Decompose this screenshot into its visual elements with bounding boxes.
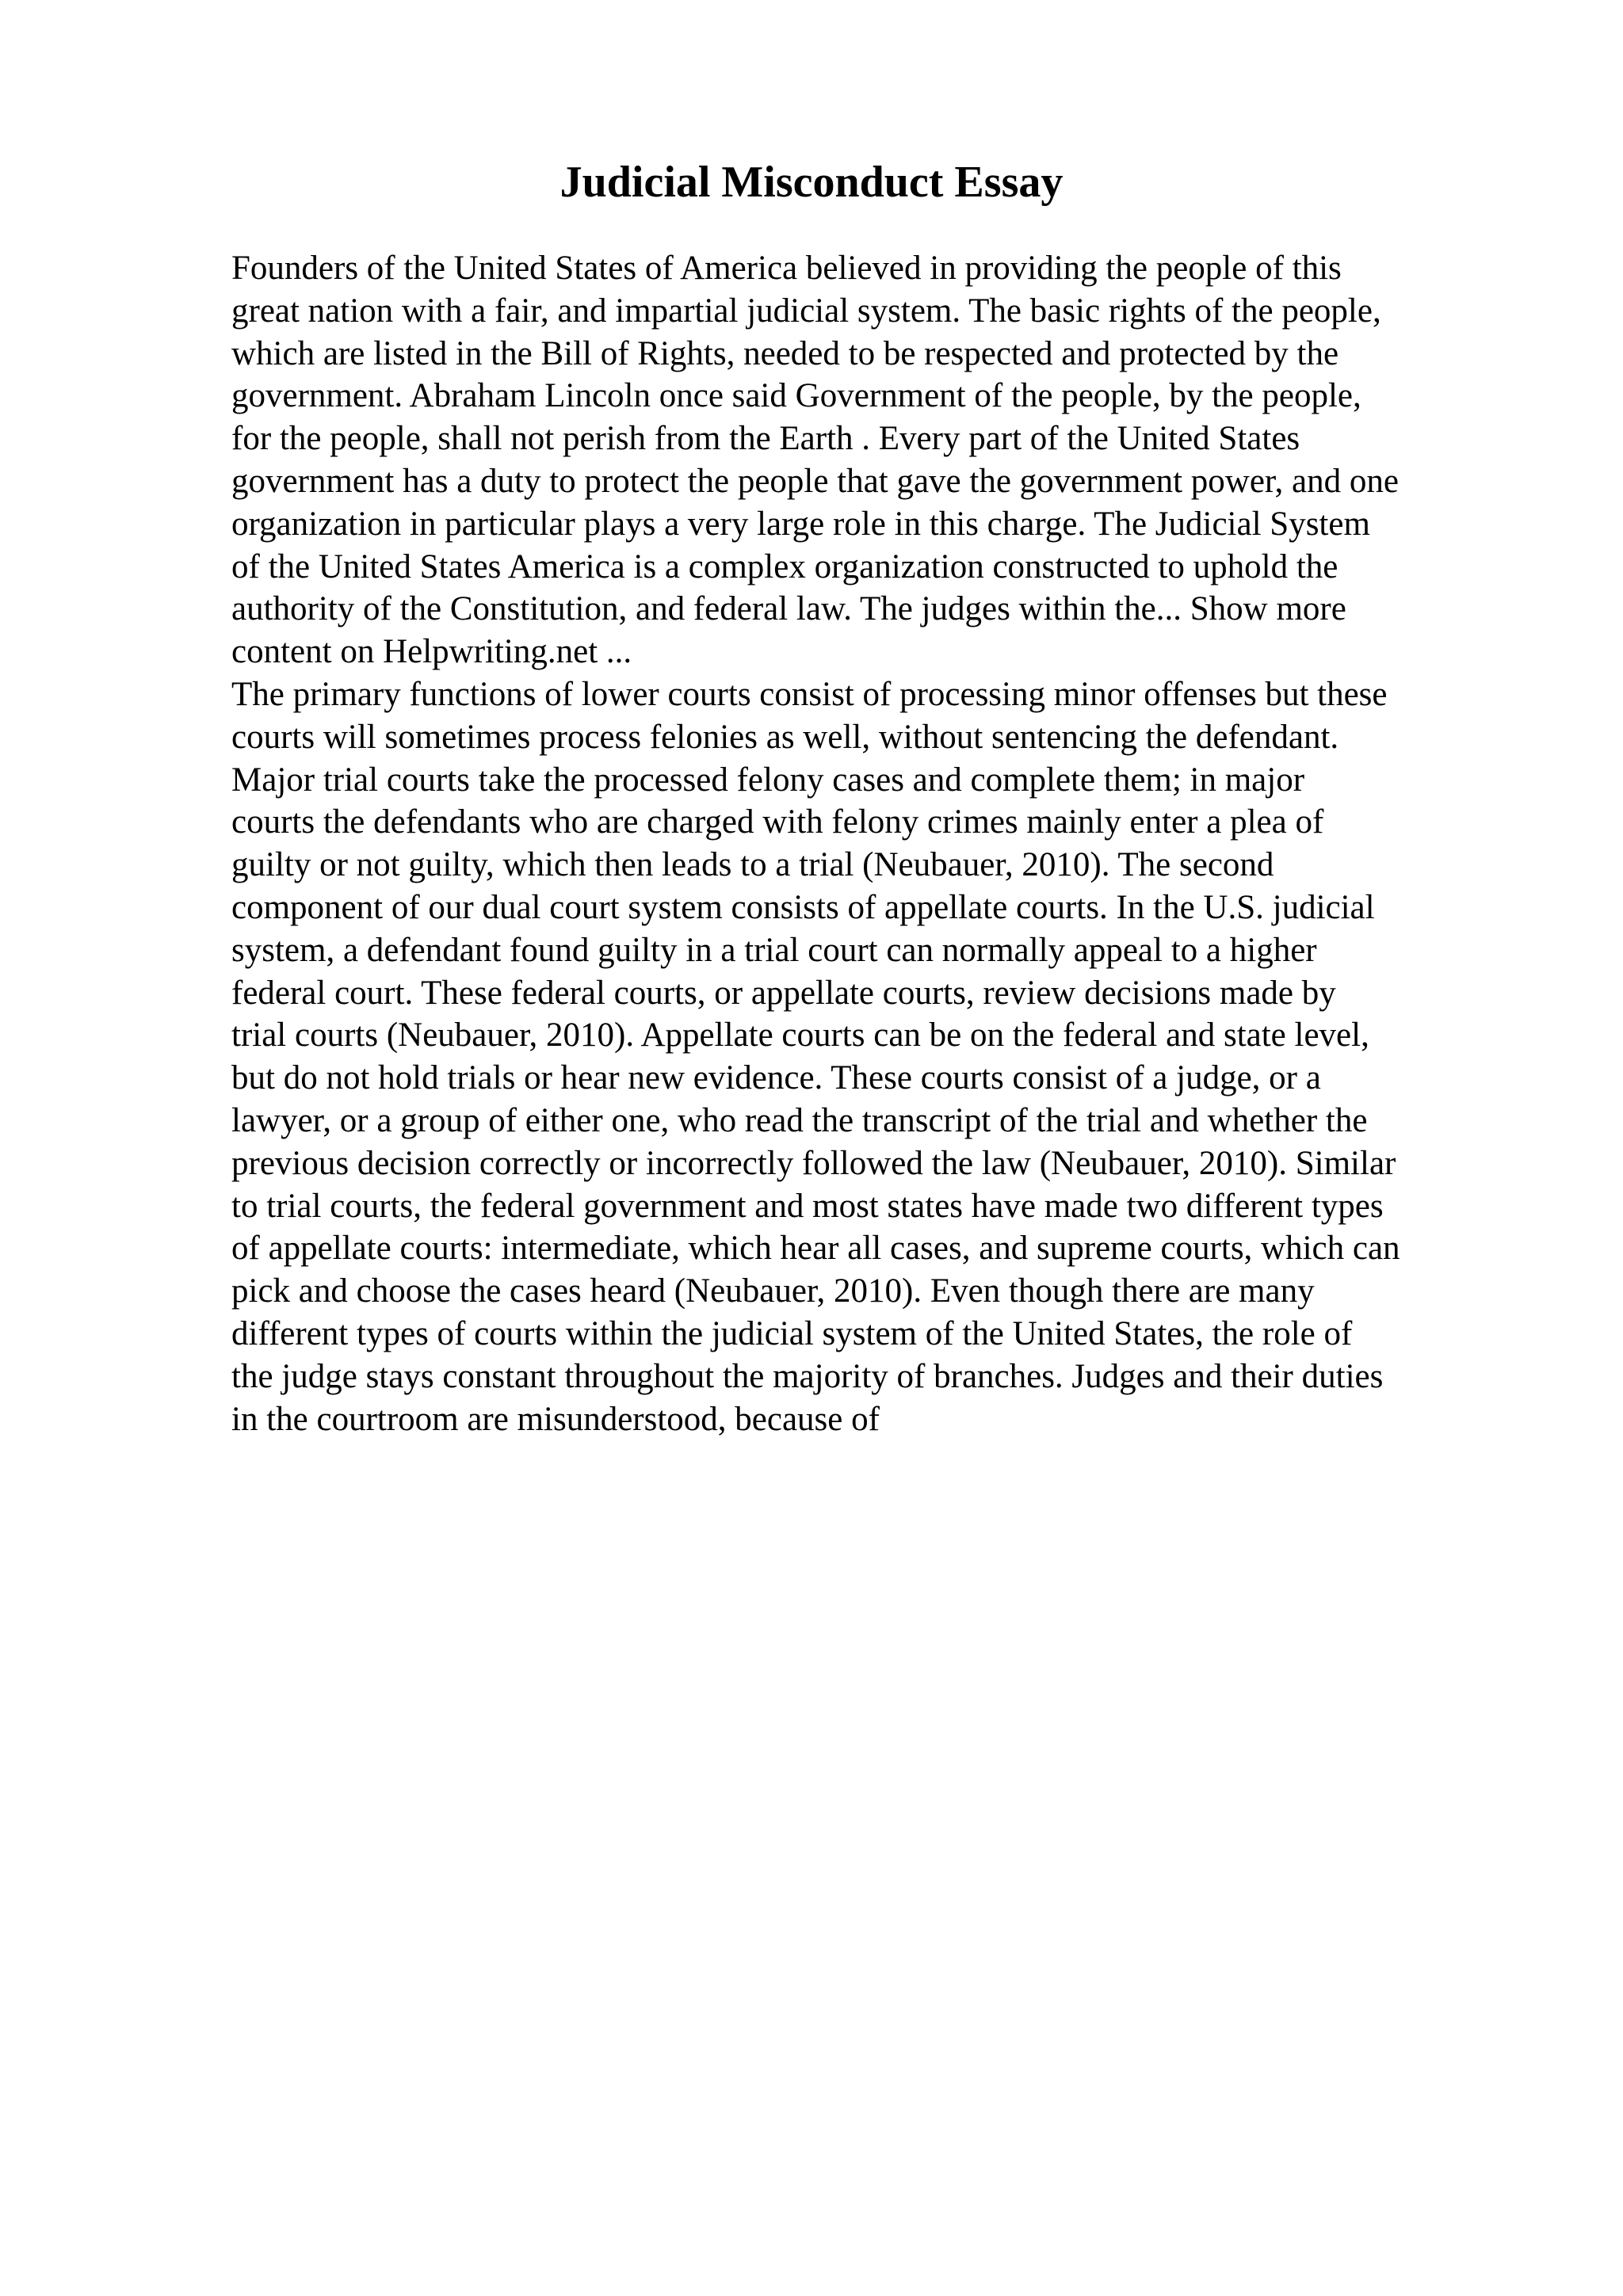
text-line: for the people, shall not perish from the Earth . Every part of the United States bbox=[231, 420, 1300, 458]
text-line: but do not hold trials or hear new evidence. These courts consist of a judge, or a bbox=[231, 1059, 1321, 1097]
text-line: lawyer, or a group of either one, who read the transcript of the trial and whether the bbox=[231, 1101, 1368, 1139]
page-title: Judicial Misconduct Essay bbox=[559, 158, 1064, 207]
text-line: to trial courts, the federal government and most states have made two different types bbox=[231, 1187, 1384, 1225]
text-line: great nation with a fair, and impartial judicial system. The basic rights of the people, bbox=[231, 292, 1381, 330]
text-line: of the United States America is a complex organization constructed to uphold the bbox=[231, 547, 1338, 585]
text-line: previous decision correctly or incorrectly followed the law (Neubauer, 2010). Similar bbox=[231, 1144, 1396, 1182]
text-line: courts the defendants who are charged with felony crimes mainly enter a plea of bbox=[231, 803, 1324, 841]
text-line: system, a defendant found guilty in a trial court can normally appeal to a higher bbox=[231, 931, 1317, 969]
text-line: organization in particular plays a very large role in this charge. The Judicial System bbox=[231, 505, 1370, 543]
text-line: courts will sometimes process felonies as well, without sentencing the defendant. bbox=[231, 718, 1339, 756]
text-line: component of our dual court system consists of appellate courts. In the U.S. judicial bbox=[231, 888, 1375, 926]
text-line: different types of courts within the judicial system of the United States, the role of bbox=[231, 1314, 1353, 1352]
text-line: Founders of the United States of America believed in providing the people of this bbox=[231, 250, 1342, 287]
essay-body bbox=[231, 247, 1515, 1440]
text-line: The primary functions of lower courts consist of processing minor offenses but these bbox=[231, 675, 1388, 713]
text-line: federal court. These federal courts, or appellate courts, review decisions made by bbox=[231, 974, 1336, 1012]
text-line: of appellate courts: intermediate, which hear all cases, and supreme courts, which can bbox=[231, 1230, 1400, 1268]
text-line: the judge stays constant throughout the majority of branches. Judges and their duties bbox=[231, 1357, 1384, 1395]
text-line: government has a duty to protect the people that gave the government power, and one bbox=[231, 462, 1399, 500]
text-line: content on Helpwriting.net ... bbox=[231, 633, 632, 671]
text-line: Major trial courts take the processed felony cases and complete them; in major bbox=[231, 761, 1305, 799]
text-line: authority of the Constitution, and federal law. The judges within the... Show more bbox=[231, 590, 1346, 628]
text-line: guilty or not guilty, which then leads to a trial (Neubauer, 2010). The second bbox=[231, 846, 1274, 884]
text-line: which are listed in the Bill of Rights, needed to be respected and protected by the bbox=[231, 334, 1339, 372]
text-line: in the courtroom are misunderstood, because of bbox=[231, 1400, 880, 1438]
text-line: trial courts (Neubauer, 2010). Appellate courts can be on the federal and state level, bbox=[231, 1016, 1369, 1055]
text-line: pick and choose the cases heard (Neubauer, 2010). Even though there are many bbox=[231, 1272, 1315, 1310]
text-line: government. Abraham Lincoln once said Government of the people, by the people, bbox=[231, 377, 1361, 415]
